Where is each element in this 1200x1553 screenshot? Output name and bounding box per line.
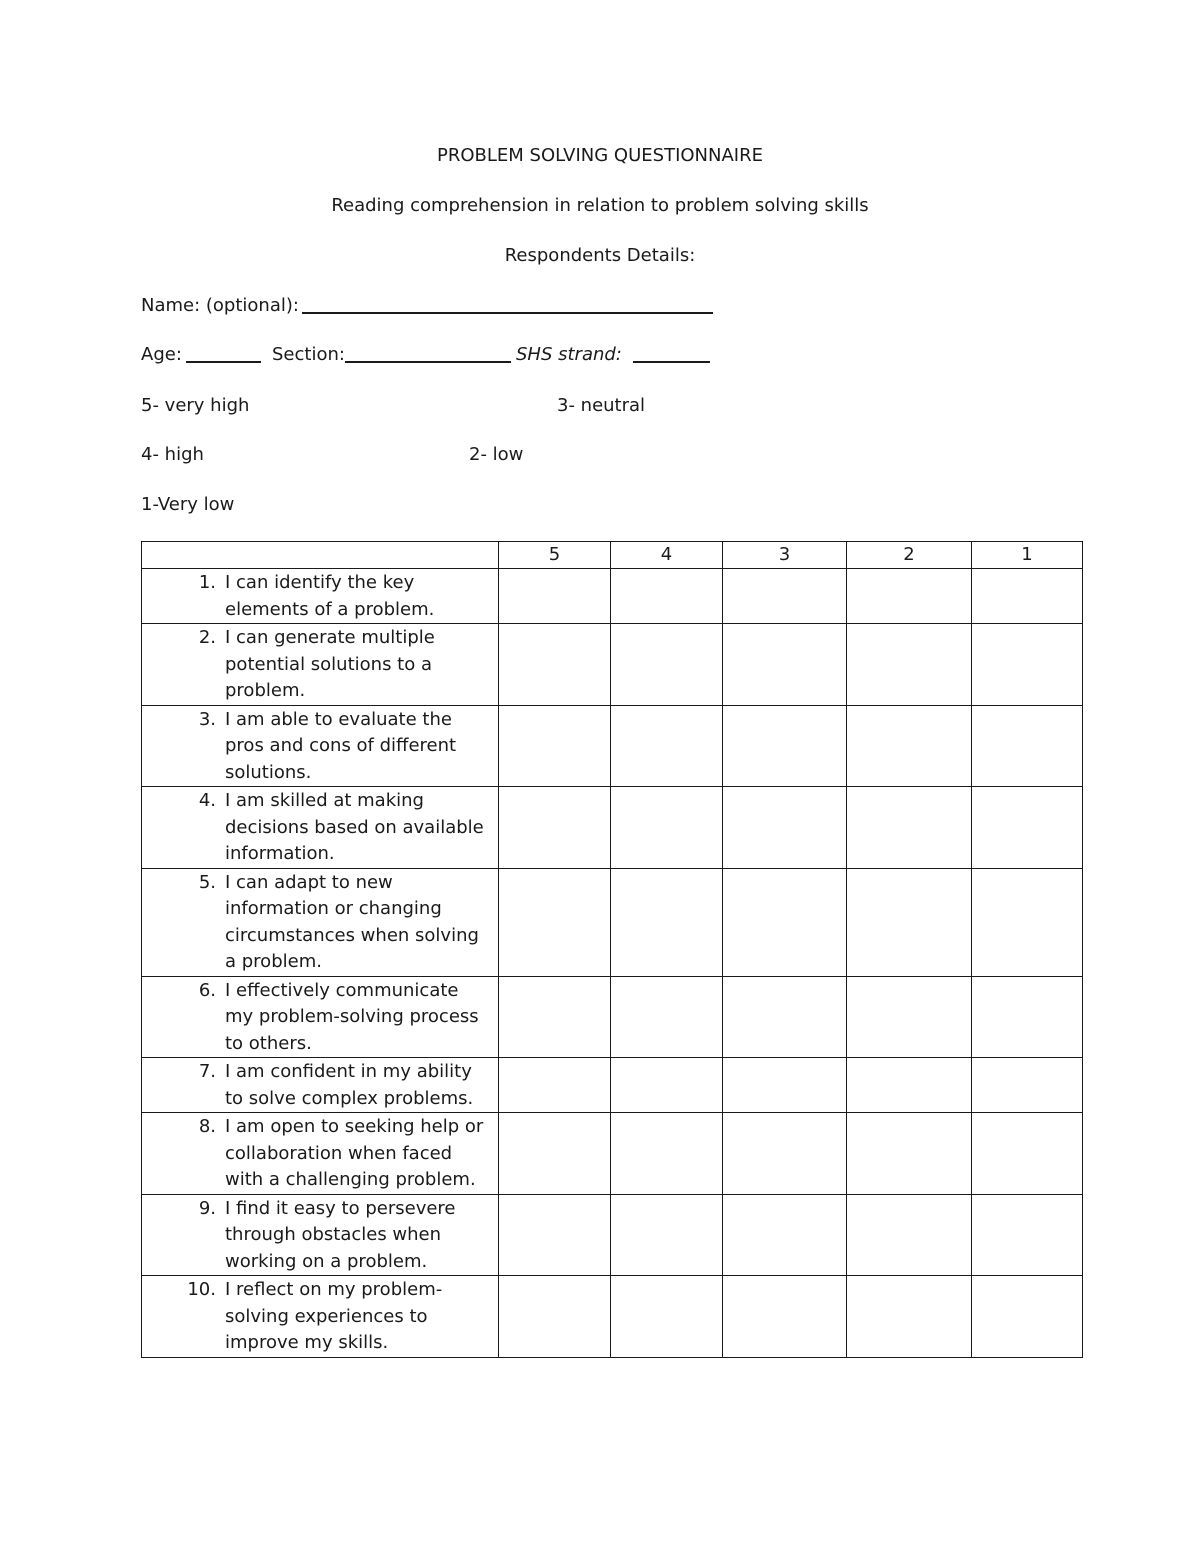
scale-neutral: 3- neutral [557,395,646,416]
table-row [142,624,1083,706]
rating-cell-5[interactable] [499,1194,611,1276]
rating-cell-2[interactable] [847,569,972,624]
rating-cell-1[interactable] [972,976,1083,1058]
rating-cell-3[interactable] [723,1113,847,1195]
statement-cell [142,569,499,624]
item-number: 2. [198,627,216,648]
section-label: Section: [272,344,345,365]
rating-cell-1[interactable] [972,624,1083,706]
rating-cell-2[interactable] [847,1113,972,1195]
item-number: 8. [198,1116,216,1137]
table-row [142,787,1083,869]
item-number: 3. [198,708,216,730]
rating-cell-3[interactable] [723,624,847,706]
statement-cell [142,868,499,976]
rating-cell-3[interactable] [723,1276,847,1358]
item-text: I am able to evaluate the pros and cons of different solutions. [225,708,457,783]
scale-very-high: 5- very high [141,395,250,416]
name-field[interactable] [302,312,713,314]
rating-cell-2[interactable] [847,787,972,869]
rating-cell-2[interactable] [847,976,972,1058]
rating-cell-2[interactable] [847,1058,972,1113]
rating-cell-5[interactable] [499,1058,611,1113]
item-text: I can generate multiple potential solutions to a problem. [225,627,435,701]
rating-cell-3[interactable] [723,976,847,1058]
table-row [142,1113,1083,1195]
table-row [142,705,1083,787]
rating-cell-1[interactable] [972,1058,1083,1113]
page-subtitle: Reading comprehension in relation to problem solving skills [331,195,869,216]
item-number: 9. [198,1197,216,1219]
rating-cell-1[interactable] [972,569,1083,624]
rating-cell-3[interactable] [723,569,847,624]
rating-cell-1[interactable] [972,1276,1083,1358]
age-label: Age: [141,344,182,365]
item-text: I can adapt to new information or changing circumstances when solving a problem. [225,871,479,972]
rating-cell-4[interactable] [611,1276,723,1358]
rating-cell-5[interactable] [499,787,611,869]
rating-cell-4[interactable] [611,624,723,706]
table-row [142,868,1083,976]
rating-cell-1[interactable] [972,787,1083,869]
rating-cell-3[interactable] [723,787,847,869]
strand-label: SHS strand: [516,344,622,365]
table-row [142,976,1083,1058]
rating-cell-3[interactable] [723,868,847,976]
statement-cell [142,624,499,706]
rating-cell-5[interactable] [499,868,611,976]
item-text: I effectively communicate my problem-solving process to others. [225,979,479,1054]
scale-low: 2- low [469,444,524,465]
statement-cell [142,1058,499,1113]
item-number: 7. [198,1061,216,1082]
item-number: 10. [187,1279,216,1300]
rating-cell-5[interactable] [499,624,611,706]
rating-cell-5[interactable] [499,569,611,624]
header-4: 4 [611,542,723,569]
rating-cell-4[interactable] [611,569,723,624]
rating-cell-5[interactable] [499,976,611,1058]
rating-cell-2[interactable] [847,624,972,706]
statement-cell [142,705,499,787]
statement-cell [142,787,499,869]
table-row [142,1194,1083,1276]
scale-very-low: 1-Very low [141,494,235,515]
table-header-row [142,542,1083,569]
rating-cell-2[interactable] [847,705,972,787]
rating-cell-1[interactable] [972,868,1083,976]
header-5: 5 [499,542,611,569]
rating-cell-4[interactable] [611,1058,723,1113]
rating-cell-1[interactable] [972,1194,1083,1276]
rating-cell-4[interactable] [611,787,723,869]
rating-cell-4[interactable] [611,868,723,976]
name-label: Name: (optional): [141,295,299,316]
statement-cell [142,1113,499,1195]
statement-cell [142,1194,499,1276]
item-text: I find it easy to persevere through obstacles when working on a problem. [225,1197,456,1272]
item-number: 4. [198,790,216,811]
rating-cell-5[interactable] [499,1276,611,1358]
rating-cell-4[interactable] [611,1194,723,1276]
item-text: I can identify the key elements of a problem. [225,572,435,620]
rating-cell-1[interactable] [972,1113,1083,1195]
header-3: 3 [723,542,847,569]
statement-cell [142,976,499,1058]
table-row [142,569,1083,624]
item-number: 5. [198,871,216,893]
section-field[interactable] [345,361,511,363]
table-row [142,1058,1083,1113]
item-number: 6. [198,979,216,1001]
statement-cell [142,1276,499,1358]
header-1: 1 [972,542,1083,569]
rating-cell-1[interactable] [972,705,1083,787]
respondents-heading: Respondents Details: [504,245,696,266]
header-2: 2 [847,542,972,569]
item-text: I am open to seeking help or collaboration when faced with a challenging problem. [225,1116,484,1190]
rating-cell-2[interactable] [847,868,972,976]
rating-cell-3[interactable] [723,1058,847,1113]
table-row [142,1276,1083,1358]
rating-cell-4[interactable] [611,1113,723,1195]
age-field[interactable] [186,361,261,363]
item-text: I reflect on my problem-solving experiences to improve my skills. [225,1279,443,1353]
rating-cell-4[interactable] [611,705,723,787]
rating-cell-4[interactable] [611,976,723,1058]
page-title: PROBLEM SOLVING QUESTIONNAIRE [437,145,763,166]
item-text: I am skilled at making decisions based on available information. [225,790,484,864]
header-statement [142,542,499,569]
rating-cell-2[interactable] [847,1276,972,1358]
item-number: 1. [198,572,216,593]
rating-cell-5[interactable] [499,1113,611,1195]
rating-table [141,541,1083,1358]
rating-cell-3[interactable] [723,705,847,787]
item-text: I am confident in my ability to solve complex problems. [225,1061,474,1109]
rating-cell-3[interactable] [723,1194,847,1276]
scale-high: 4- high [141,444,204,465]
rating-cell-2[interactable] [847,1194,972,1276]
rating-cell-5[interactable] [499,705,611,787]
strand-field[interactable] [633,361,710,363]
